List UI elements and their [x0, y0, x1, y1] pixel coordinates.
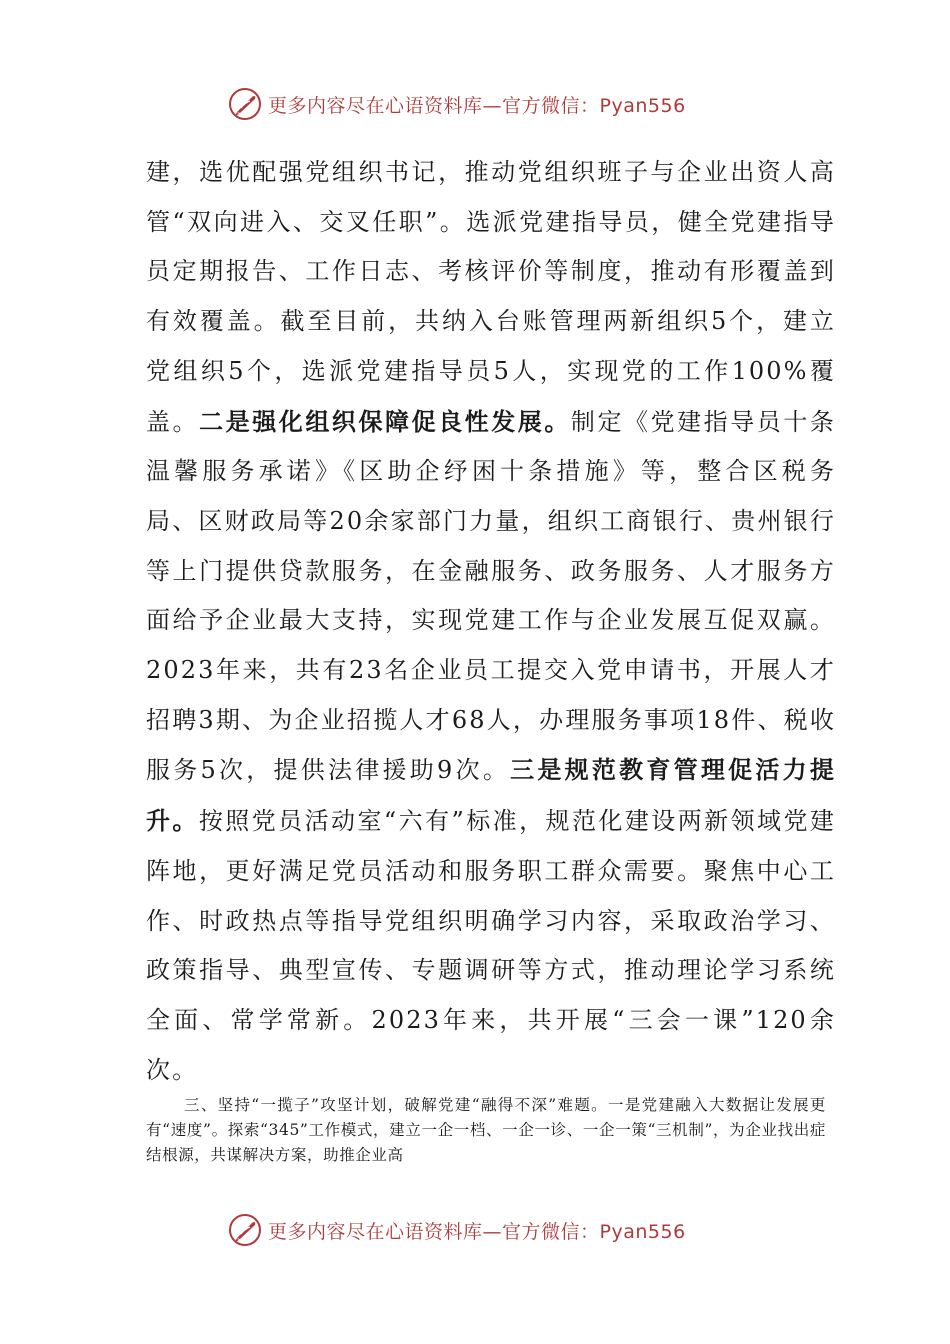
- main-text: [146, 148, 836, 1095]
- heading-point-3: 三是规范教育管理促活力提升。: [146, 755, 836, 836]
- quill-pen-icon: [228, 87, 262, 121]
- header-watermark: [228, 84, 686, 124]
- paragraph-part-1: 建，选优配强党组织书记，推动党组织班子与企业出资人高管“双向进入、交叉任职”。选派党建指导员，健全党建指导员定期报告、工作日志、考核评价等制度，推动有形覆盖到有效覆盖。截至目前，共纳入台账管理两新组织5个，建立党组织5个，选派党建指导员5人，实现党的工作100%覆盖。: [146, 158, 836, 436]
- paragraph-part-3: 按照党员活动室“六有”标准，规范化建设两新领域党建阵地，更好满足党员活动和服务职工群众需要。聚焦中心工作、时政热点等指导党组织明确学习内容，采取政治学习、政策指导、典型宣传、专题调研等方式，推动理论学习系统全面、常学常新。2023年来，共开展“三会一课”120余次。: [146, 807, 836, 1084]
- watermark-text: 更多内容尽在心语资料库—官方微信：Pyan556: [268, 94, 686, 117]
- heading-point-2: 二是强化组织保障促良性发展。: [199, 406, 571, 436]
- quill-pen-icon: [228, 1213, 262, 1247]
- paragraph-part-2: 制定《党建指导员十条温馨服务承诺》《区助企纾困十条措施》等，整合区税务局、区财政局等20余家部门力量，组织工商银行、贵州银行等上门提供贷款服务，在金融服务、政务服务、人才服务方面给予企业最大支持，实现党建工作与企业发展互促双赢。2023年来，共有23名企业员工提交入党申请书，开展人才招聘3期、为企业招揽人才68人，办理服务事项18件、税收服务5次，提供法律援助9次。: [146, 407, 837, 785]
- watermark-text: 更多内容尽在心语资料库—官方微信：Pyan556: [268, 1220, 686, 1243]
- footer-watermark: [228, 1210, 686, 1250]
- section-3-paragraph: 三、坚持“一揽子”攻坚计划，破解党建“融得不深”难题。一是党建融入大数据让发展更有“速度”。探索“345”工作模式，建立一企一档、一企一诊、一企一策“三机制”，为企业找出症结根源，共谋解决方案，助推企业高: [146, 1096, 826, 1164]
